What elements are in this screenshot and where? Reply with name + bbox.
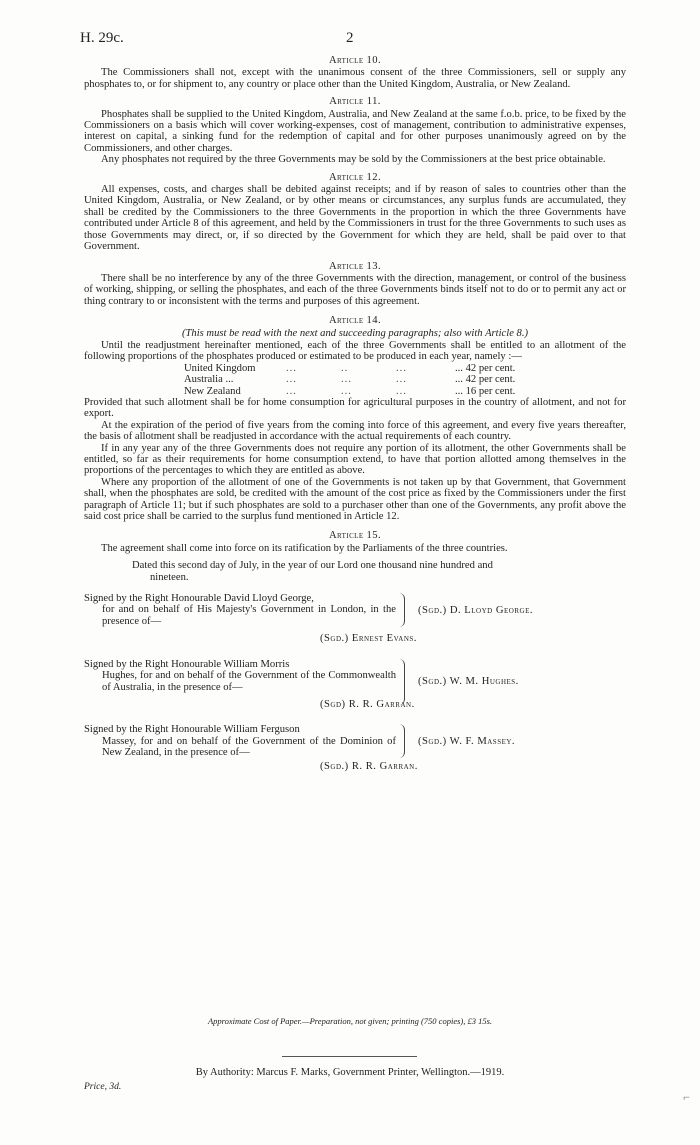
signature-block	[84, 593, 626, 645]
article-11-heading: Article 11.	[329, 96, 381, 108]
allotment-table	[184, 363, 515, 397]
article-14-paragraph-3: At the expiration of the period of five years from the coming into force of this agreement, and every five years thereafter, the basis of allotment shall be readjusted in accordance with the actual requirements of each country.	[84, 419, 626, 443]
article-15-heading: Article 15.	[328, 530, 382, 542]
allotment-country: United Kingdom	[184, 362, 256, 374]
leader-dots: ...	[341, 385, 352, 397]
margin-mark: ⌐	[683, 1090, 690, 1104]
article-12-heading: Article 12.	[328, 171, 382, 183]
allotment-row	[184, 374, 515, 385]
leader-dots: ...	[286, 385, 297, 397]
article-10-paragraph: The Commissioners shall not, except with the unanimous consent of the three Commissioners, sell or supply any phosphates to, or for shipment to, any country or place other than the United Kingdom, Australia, or New Zealand.	[84, 67, 626, 90]
page-header	[80, 30, 620, 50]
article-13-heading: Article 13.	[328, 260, 382, 272]
signature-continuation: Hughes, for and on behalf of the Government of the Commonwealth of Australia, in the presence of—	[102, 670, 396, 693]
witness: (Sgd.) Ernest Evans.	[320, 633, 417, 645]
footer-rule	[282, 1056, 417, 1057]
signature-continuation: Massey, for and on behalf of the Government of the Dominion of New Zealand, in the presence of—	[102, 735, 396, 759]
article-14-paragraph-1: Until the readjustment hereinafter mentioned, each of the three Governments shall be entitled to an allotment of the following proportions of the phosphates produced or estimated to be produced in each year, namely :—	[84, 339, 626, 363]
document-body	[84, 55, 626, 772]
allotment-percentage: ... 42 per cent.	[455, 362, 516, 374]
article-11-paragraph-1: Phosphates shall be supplied to the United Kingdom, Australia, and New Zealand at the same f.o.b. price, to be fixed by the Commissioners on a basis which will cover working-expenses, cost of management, contribution to administrative expenses, interest on capital, a sinking fund for the redemption of capital and for other purposes unanimously agreed on by the Commissioners, and other charges.	[84, 108, 626, 154]
article-14-paragraph-4: If in any year any of the three Governments does not require any portion of its allotment, the other Governments shall be entitled, so far as their requirements for home consumption extend, to have that portion allotted among themselves in the proportions of the percentages to which they are entitled as above.	[84, 442, 626, 477]
article-13-paragraph: There shall be no interference by any of the three Governments with the direction, management, or control of the business of working, shipping, or selling the phosphates, and each of the three Governments binds itself not to do or to permit any act or thing contrary to or inconsistent with the terms and purposes of this agreement.	[84, 272, 626, 307]
dated-line-1: Dated this second day of July, in the year of our Lord one thousand nine hundred and	[132, 560, 493, 572]
witness: (Sgd.) R. R. Garran.	[320, 760, 418, 772]
witness: (Sgd) R. R. Garran.	[320, 698, 415, 710]
leader-dots: ...	[286, 362, 297, 374]
signature-line: Signed by the Right Honourable William Ferguson	[84, 724, 300, 736]
article-14-paragraph-5: Where any proportion of the allotment of one of the Governments is not taken up by that Government, that Government shall, when the phosphates are sold, be credited with the amount of the cost price as fixed by the Commissioners under the first paragraph of Article 11; but if such phosphates are sold to a purchaser other than one of the Governments, any profit above the said cost price shall be carried to the surplus fund mentioned in Article 12.	[84, 476, 626, 523]
article-11-paragraph-2: Any phosphates not required by the three Governments may be sold by the Commissioners at the best price obtainable.	[101, 154, 606, 166]
allotment-percentage: ... 42 per cent.	[455, 374, 516, 386]
printer-authority: By Authority: Marcus F. Marks, Government Printer, Wellington.—1919.	[195, 1067, 505, 1078]
signature-text	[84, 593, 396, 627]
dated-line-2: nineteen.	[150, 571, 189, 583]
signatory: (Sgd.) W. F. Massey.	[418, 736, 516, 748]
price-label: Price, 3d.	[84, 1082, 122, 1092]
document-reference: H. 29c.	[80, 30, 124, 46]
signature-text	[84, 724, 396, 758]
cost-of-paper-note: Approximate Cost of Paper.—Preparation, not given; printing (750 copies), £3 15s.	[207, 1016, 493, 1026]
allotment-country: Australia ...	[184, 374, 234, 386]
leader-dots: ..	[341, 362, 349, 374]
allotment-row	[184, 386, 515, 397]
signature-brace	[398, 659, 405, 705]
signature-block	[84, 724, 626, 772]
allotment-row	[184, 363, 515, 374]
page-number: 2	[346, 30, 354, 46]
article-15-paragraph: The agreement shall come into force on its ratification by the Parliaments of the three countries.	[101, 542, 508, 554]
signatory: (Sgd.) D. Lloyd George.	[418, 605, 533, 617]
leader-dots: ...	[396, 362, 407, 374]
signatory: (Sgd.) W. M. Hughes.	[418, 675, 519, 687]
signature-brace	[398, 593, 405, 627]
allotment-percentage: ... 16 per cent.	[455, 385, 516, 397]
signature-block	[84, 659, 626, 711]
allotment-country: New Zealand	[184, 385, 241, 397]
article-10-heading: Article 10.	[328, 55, 382, 66]
article-14-heading: Article 14.	[328, 315, 382, 327]
leader-dots: ...	[341, 374, 352, 386]
leader-dots: ...	[396, 374, 407, 386]
leader-dots: ...	[396, 385, 407, 397]
signature-text	[84, 659, 396, 693]
signature-brace	[398, 724, 405, 758]
signature-line: Signed by the Right Honourable David Lloyd George,	[84, 593, 314, 605]
article-12-paragraph: All expenses, costs, and charges shall be debited against receipts; and if by reason of sales to countries other than the United Kingdom, Australia, or New Zealand, or by other means or circumstances, any surplus funds are accumulated, they shall be credited by the Commissioners to the three Governments in the proportion in which the three Governments have contributed under Article 8 of this agreement, and held by the Commissioners in trust for the three Governments to such uses as those Governments may direct, or, if so directed by the Government for which they are held, shall be paid over to that Government.	[84, 184, 626, 253]
signature-continuation: for and on behalf of His Majesty's Government in London, in the presence of—	[102, 604, 396, 627]
article-14-paragraph-2: Provided that such allotment shall be for home consumption for agricultural purposes in the country of allotment, and not for export.	[84, 396, 626, 420]
dated-clause	[132, 560, 626, 583]
signature-line: Signed by the Right Honourable William Morris	[84, 658, 290, 670]
article-14-note: (This must be read with the next and succeeding paragraphs; also with Article 8.)	[181, 327, 529, 339]
leader-dots: ...	[286, 374, 297, 386]
